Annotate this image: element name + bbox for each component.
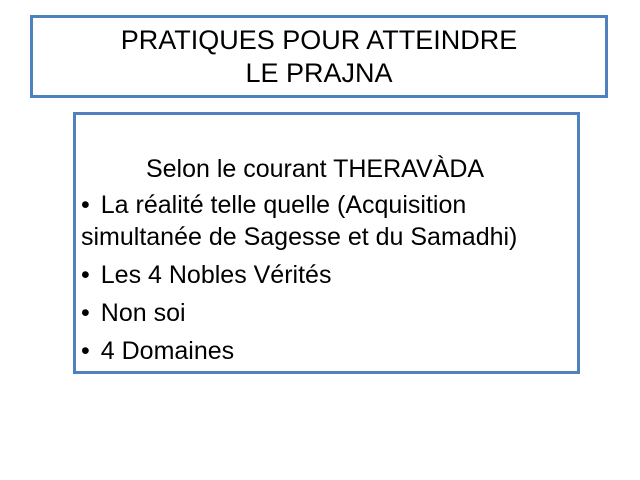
slide-content-box: [73, 112, 580, 374]
bullet-item: [81, 297, 571, 329]
content-heading: Selon le courant THERAVÀDA: [145, 155, 485, 183]
slide-title-line-2: LE PRAJNA: [245, 57, 393, 88]
bullet-item-label: Les 4 Nobles Vérités: [100, 261, 332, 289]
bullet-item-label: 4 Domaines: [100, 337, 235, 365]
bullet-item-label: Non soi: [100, 299, 186, 327]
slide-title-box: [30, 15, 608, 98]
bullet-item-label: La réalité telle quelle (Acquisition simultanée de Sagesse et du Samadhi): [81, 191, 518, 251]
bullet-dot-icon: •: [81, 337, 90, 365]
slide-title-line-1: PRATIQUES POUR ATTEINDRE: [120, 24, 518, 55]
bullet-dot-icon: •: [81, 299, 90, 327]
bullet-list: [81, 189, 571, 367]
bullet-item: [81, 335, 571, 367]
bullet-dot-icon: •: [81, 191, 90, 219]
bullet-item: [81, 189, 571, 253]
bullet-dot-icon: •: [81, 261, 90, 289]
bullet-item: [81, 259, 571, 291]
